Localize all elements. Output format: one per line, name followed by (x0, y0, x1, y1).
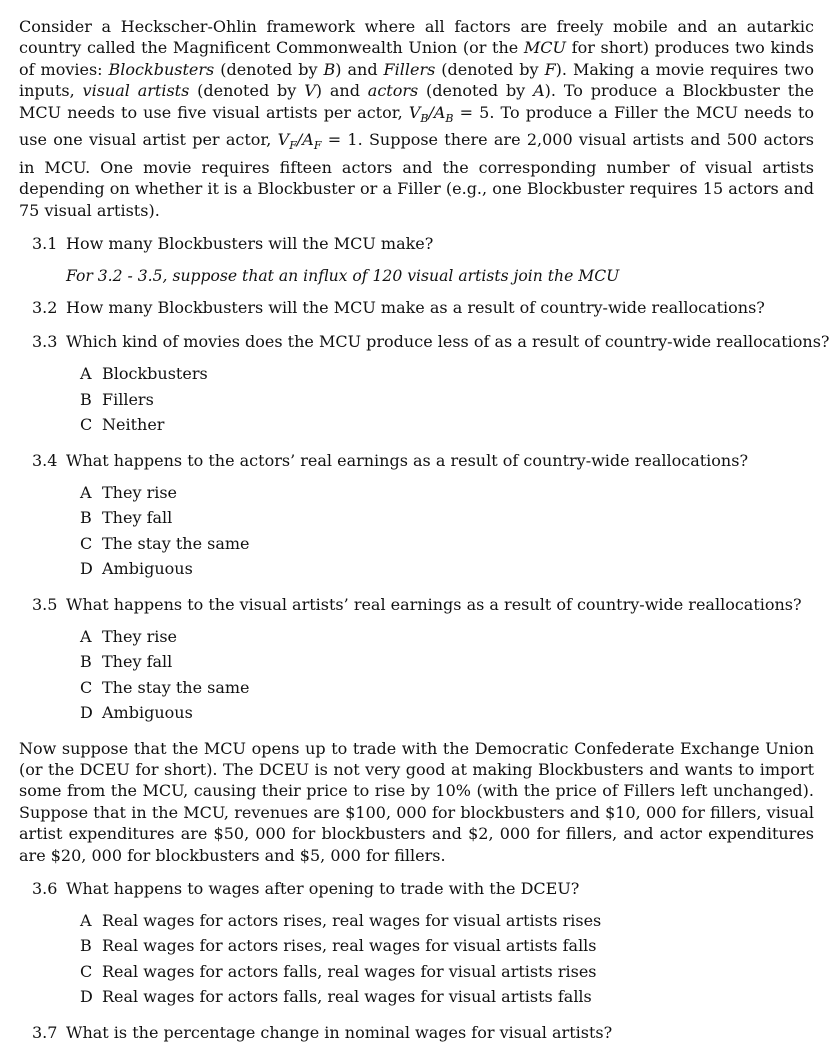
question-number: 3.6 (32, 878, 58, 898)
question-number: 3.3 (32, 332, 58, 352)
math-subscript: B (445, 111, 454, 125)
option-letter: B (80, 389, 92, 409)
option-text: Fillers (102, 389, 154, 409)
intro-text: . Suppose there are 2,000 visual artists and 500 actors in MCU. One movie requires fifteen actors and the corresponding number of visual artists depending on whether it is a Blockbuster or a Filler (e.g., one Blockbuster requires 15 actors and 75 visual artists). (19, 130, 814, 220)
question-number: 3.1 (32, 234, 58, 254)
intro-text: (denoted by (418, 81, 534, 101)
question-3-3 (19, 331, 830, 353)
option-item (80, 531, 814, 557)
options-3-3 (19, 361, 814, 438)
math-value: = 5 (453, 102, 490, 122)
intro-em: actors (367, 81, 419, 101)
option-text: They rise (102, 482, 178, 502)
option-item (80, 505, 814, 531)
math-symbol: A (533, 81, 545, 101)
intro-text: for short) produces two kinds of movies: (19, 38, 815, 79)
option-item (80, 700, 814, 726)
option-text: Real wages for actors rises, real wages for visual artists rises (102, 910, 602, 930)
math-symbol: /A (296, 130, 314, 150)
trade-paragraph: Now suppose that the MCU opens up to trade with the Democratic Confederate Exchange Union (or the DCEU for short). The DCEU is not very good at making Blockbusters and wants to import some from the MCU, causing their price to rise by 10% (with the price of Fillers left unchanged). Suppose that in the MCU, revenues are $100, 000 for blockbusters and $10, 000 for fillers, visual artist expenditures are $50, 000 for blockbusters and $2, 000 for fillers, and actor expenditures are $20, 000 for blockbusters and $5, 000 for fillers. (19, 738, 814, 865)
math-symbol: V (277, 130, 290, 150)
math-symbol: B (323, 59, 336, 79)
question-number: 3.5 (32, 594, 58, 614)
option-letter: D (80, 703, 93, 723)
math-subscript: B (420, 111, 429, 125)
math-symbol: V (304, 81, 316, 101)
option-item (80, 412, 814, 438)
question-3-2 (19, 297, 814, 319)
option-item (80, 959, 814, 985)
math-symbol: /A (428, 102, 446, 122)
intro-em: visual artists (82, 81, 190, 101)
question-3-1 (19, 233, 814, 255)
option-letter: D (80, 559, 93, 579)
intro-text: . To produce a Filler the MCU needs to use one visual artist per actor, (19, 102, 815, 150)
question-3-4 (19, 450, 814, 472)
option-text: Ambiguous (102, 703, 193, 723)
math-subscript: F (313, 139, 322, 153)
option-text: Real wages for actors falls, real wages for visual artists falls (102, 987, 592, 1007)
question-3-5 (19, 594, 814, 616)
option-text: Neither (102, 415, 165, 435)
question-3-6 (19, 878, 814, 900)
math-symbol: F (544, 59, 556, 79)
option-item (80, 556, 814, 582)
question-number: 3.4 (32, 450, 58, 470)
question-number: 3.2 (32, 298, 58, 318)
options-3-5 (19, 624, 814, 726)
option-text: They fall (102, 652, 173, 672)
option-text: The stay the same (102, 533, 250, 553)
option-letter: C (80, 961, 93, 981)
intro-paragraph (19, 16, 814, 221)
option-item (80, 675, 814, 701)
question-text: What is the percentage change in nominal wages for visual artists? (66, 1022, 613, 1042)
option-text: Blockbusters (102, 364, 208, 384)
option-item (80, 361, 814, 387)
intro-text: ) and (335, 59, 384, 79)
option-text: Ambiguous (102, 559, 193, 579)
option-letter: B (80, 508, 92, 528)
option-text: Real wages for actors rises, real wages for visual artists falls (102, 936, 597, 956)
intro-text: Consider a Heckscher-Ohlin framework where all factors are freely mobile and an autarkic country called the Magnificent Commonwealth Union (or the (19, 17, 814, 58)
math-value: = 1 (321, 130, 358, 150)
option-letter: A (80, 482, 92, 502)
question-text: What happens to the visual artists’ real earnings as a result of country-wide reallocations? (66, 594, 802, 614)
option-letter: A (80, 364, 92, 384)
option-letter: C (80, 533, 93, 553)
intro-text: (denoted by (189, 81, 305, 101)
option-letter: C (80, 677, 93, 697)
option-text: They rise (102, 626, 178, 646)
option-item (80, 649, 814, 675)
intro-em: Blockbusters (108, 59, 215, 79)
option-item (80, 908, 814, 934)
math-subscript: F (289, 139, 297, 153)
option-item (80, 984, 814, 1010)
intro-text: ). Making a movie requires two inputs, (19, 59, 814, 101)
intro-text: ) and (315, 81, 368, 101)
options-3-4 (19, 480, 814, 582)
option-letter: C (80, 415, 93, 435)
intro-em: MCU (523, 38, 567, 58)
question-text: What happens to wages after opening to trade with the DCEU? (66, 878, 580, 898)
option-item (80, 624, 814, 650)
options-3-6 (19, 908, 814, 1010)
intro-text: (denoted by (214, 59, 324, 79)
option-text: The stay the same (102, 677, 250, 697)
question-text: How many Blockbusters will the MCU make? (66, 234, 434, 254)
option-item (80, 480, 814, 506)
question-3-7 (19, 1022, 814, 1044)
intro-text: ). To produce a Blockbuster the MCU needs to use five visual artists per actor, (19, 81, 814, 122)
question-text: What happens to the actors’ real earnings as a result of country-wide reallocations? (66, 450, 749, 470)
question-number: 3.7 (32, 1022, 58, 1042)
intro-text: (denoted by (435, 59, 545, 79)
question-text: How many Blockbusters will the MCU make as a result of country-wide reallocations? (66, 298, 765, 318)
question-text: Which kind of movies does the MCU produce less of as a result of country-wide reallocations? (66, 332, 830, 352)
option-letter: B (80, 652, 92, 672)
option-item (80, 387, 814, 413)
scenario-note: For 3.2 - 3.5, suppose that an influx of 120 visual artists join the MCU (66, 267, 620, 286)
option-letter: D (80, 987, 93, 1007)
option-letter: A (80, 626, 92, 646)
option-item (80, 933, 814, 959)
option-letter: B (80, 936, 92, 956)
intro-em: Fillers (383, 59, 436, 79)
option-text: Real wages for actors falls, real wages for visual artists rises (102, 961, 597, 981)
math-symbol: V (408, 102, 421, 122)
option-text: They fall (102, 508, 173, 528)
option-letter: A (80, 910, 92, 930)
